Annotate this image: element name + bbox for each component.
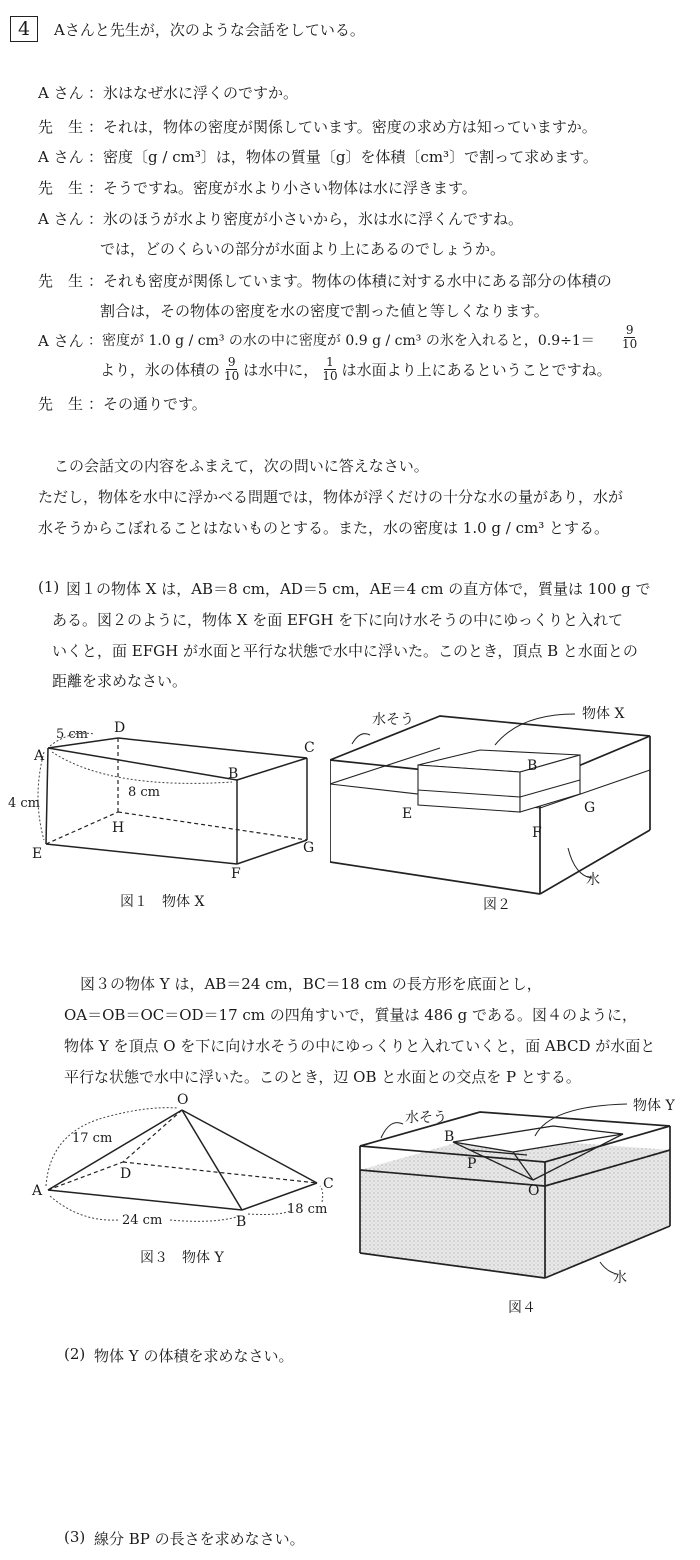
figure-3-caption: 図３ 物体 Y — [140, 1250, 224, 1266]
dim-arc-oa — [46, 1108, 178, 1186]
edge-ae — [46, 748, 48, 844]
question-text: ある。図２のように，物体 X を面 EFGH を下に向け水そうの中にゆっくりと入れて — [52, 611, 624, 629]
hidden-edge-od — [123, 1110, 182, 1162]
edge-dc — [118, 738, 307, 758]
edge-ef — [46, 844, 237, 864]
figure-2 — [330, 700, 680, 915]
length-ab: 8 cm — [128, 785, 161, 800]
question-text: 距離を求めなさい。 — [52, 672, 188, 690]
figure-2-caption: 図２ — [483, 897, 511, 913]
label-o: O — [528, 1183, 540, 1199]
label-b: B — [228, 766, 239, 782]
question-text: 物体 Y を頂点 O を下に向け水そうの中にゆっくりと入れていくと，面 ABCD が水面と — [64, 1037, 656, 1055]
label-d: D — [120, 1166, 132, 1182]
pointer-tank — [381, 1123, 403, 1138]
label-h: H — [112, 820, 125, 836]
numerator: 9 — [625, 323, 634, 337]
edge-ob — [182, 1110, 242, 1210]
dialogue-line: 割合は，その物体の密度を水の密度で割った値と等しくなります。 — [100, 302, 549, 320]
label-o: O — [177, 1092, 189, 1108]
label-c: C — [304, 740, 315, 756]
label-b: B — [236, 1214, 247, 1230]
edge-bc — [237, 758, 307, 780]
speaker: A さん — [38, 210, 84, 228]
dialogue-line: ：密度が 1.0 g / cm³ の水の中に密度が 0.9 g / cm³ の氷を入れると，0.9÷1＝ — [88, 333, 595, 349]
water-front-face — [360, 1170, 545, 1278]
label-d: D — [114, 720, 126, 736]
question-number-box — [10, 16, 38, 42]
text-run: より，氷の体積の — [100, 360, 221, 379]
question-text: 物体 Y の体積を求めなさい。 — [94, 1347, 294, 1365]
length-oa: 17 cm — [72, 1131, 113, 1146]
question-text: いくと，面 EFGH が水面と平行な状態で水中に浮いた。このとき，頂点 B と水面との — [52, 642, 638, 660]
dialogue-line: ：それも密度が関係しています。物体の体積に対する水中にある部分の体積の — [88, 272, 612, 290]
question-text: 平行な状態で水中に浮いた。このとき，辺 OB と水面との交点を P とする。 — [64, 1068, 581, 1086]
dialogue-line: ：氷のほうが水より密度が小さいから，氷は水に浮くんですね。 — [88, 210, 524, 228]
instruction-text: 水そうからこぼれることはないものとする。また，水の密度は 1.0 g / cm³ とする。 — [38, 519, 609, 537]
label-f: F — [532, 825, 542, 841]
speaker: 先 生 — [38, 118, 84, 136]
numerator: 9 — [227, 355, 236, 369]
question-text: 図１の物体 X は，AB＝8 cm，AD＝5 cm，AE＝4 cm の直方体で，質量は 100 g で — [66, 580, 651, 598]
length-ad: 5 cm — [56, 727, 89, 742]
instruction-text: ただし，物体を水中に浮かべる問題では，物体が浮くだけの十分な水の量があり，水が — [38, 488, 624, 506]
question-label: (1) — [38, 578, 60, 596]
label-g: G — [584, 800, 596, 816]
speaker: 先 生 — [38, 179, 84, 197]
figure-1-caption: 図１ 物体 X — [120, 894, 205, 910]
label-tank: 水そう — [372, 712, 414, 728]
question-text: 線分 BP の長さを求めなさい。 — [94, 1530, 305, 1548]
speaker: A さん — [38, 84, 84, 102]
instruction-text: この会話文の内容をふまえて，次の問いに答えなさい。 — [54, 457, 429, 475]
label-object: 物体 Y — [633, 1098, 675, 1114]
intro-text: Aさんと先生が，次のような会話をしている。 — [54, 21, 365, 39]
label-c: C — [323, 1176, 334, 1192]
label-e: E — [402, 806, 413, 822]
numerator: 1 — [326, 355, 334, 369]
length-ae: 4 cm — [8, 796, 41, 811]
tank-bottom-front — [330, 862, 540, 894]
dim-arc-ab-right — [170, 1216, 240, 1221]
question-number: 4 — [17, 18, 31, 40]
label-object: 物体 X — [582, 706, 625, 722]
speaker: A さん — [38, 148, 84, 166]
dialogue-line: ：その通りです。 — [88, 395, 207, 413]
figure-4 — [345, 1088, 690, 1316]
figure-3 — [20, 1090, 350, 1280]
text-run: は水中に， — [243, 360, 319, 379]
label-p: P — [467, 1156, 477, 1172]
dim-arc-ab — [52, 752, 232, 783]
figure-4-caption: 図４ — [508, 1300, 536, 1316]
label-water: 水 — [586, 872, 600, 888]
edge-oa — [48, 1110, 182, 1190]
denominator: 10 — [224, 368, 240, 383]
dim-arc-ab-left — [50, 1196, 118, 1220]
question-label: (2) — [64, 1345, 86, 1363]
denominator: 10 — [622, 336, 638, 351]
dim-arc-bc-left — [248, 1210, 292, 1215]
dialogue-line — [100, 356, 612, 382]
label-f: F — [231, 866, 241, 882]
question-text: 図３の物体 Y は，AB＝24 cm，BC＝18 cm の長方形を底面とし， — [80, 975, 542, 993]
label-b: B — [444, 1129, 455, 1145]
question-text: OA＝OB＝OC＝OD＝17 cm の四角すいで，質量は 486 g である。図４のように， — [64, 1006, 638, 1024]
dialogue-line: では，どのくらいの部分が水面より上にあるのでしょうか。 — [100, 240, 506, 258]
fraction — [618, 324, 641, 350]
figure-1 — [0, 712, 340, 912]
length-bc: 18 cm — [287, 1202, 328, 1217]
label-b: B — [527, 758, 538, 774]
speaker: 先 生 — [38, 272, 84, 290]
edge-oc — [182, 1110, 317, 1183]
pointer-tank — [352, 734, 370, 744]
dialogue-line: ：密度〔g / cm³〕は，物体の質量〔g〕を体積〔cm³〕で割って求めます。 — [88, 148, 598, 166]
label-tank: 水そう — [405, 1110, 447, 1126]
hidden-edge-eh — [46, 812, 118, 844]
label-e: E — [32, 846, 43, 862]
object-x-front — [418, 765, 520, 812]
question-label: (3) — [64, 1528, 86, 1546]
speaker: 先 生 — [38, 395, 84, 413]
speaker: A さん — [38, 332, 84, 350]
label-a: A — [32, 1183, 43, 1199]
length-ab: 24 cm — [122, 1213, 163, 1228]
edge-fg — [237, 840, 307, 864]
pointer-object — [495, 714, 575, 745]
text-run: は水面より上にあるということですね。 — [341, 360, 612, 379]
label-g: G — [303, 840, 315, 856]
label-a: A — [34, 748, 45, 764]
denominator: 10 — [322, 368, 338, 383]
hidden-edge-ad — [48, 1162, 123, 1190]
dialogue-line: ：そうですね。密度が水より小さい物体は水に浮きます。 — [88, 179, 477, 197]
hidden-edge-hg — [118, 812, 307, 840]
dialogue-line: ：それは，物体の密度が関係しています。密度の求め方は知っていますか。 — [88, 118, 597, 136]
label-water: 水 — [613, 1270, 627, 1286]
dialogue-line: ：氷はなぜ水に浮くのですか。 — [88, 84, 299, 102]
edge-ab — [48, 748, 237, 780]
edge-ab — [48, 1190, 242, 1210]
